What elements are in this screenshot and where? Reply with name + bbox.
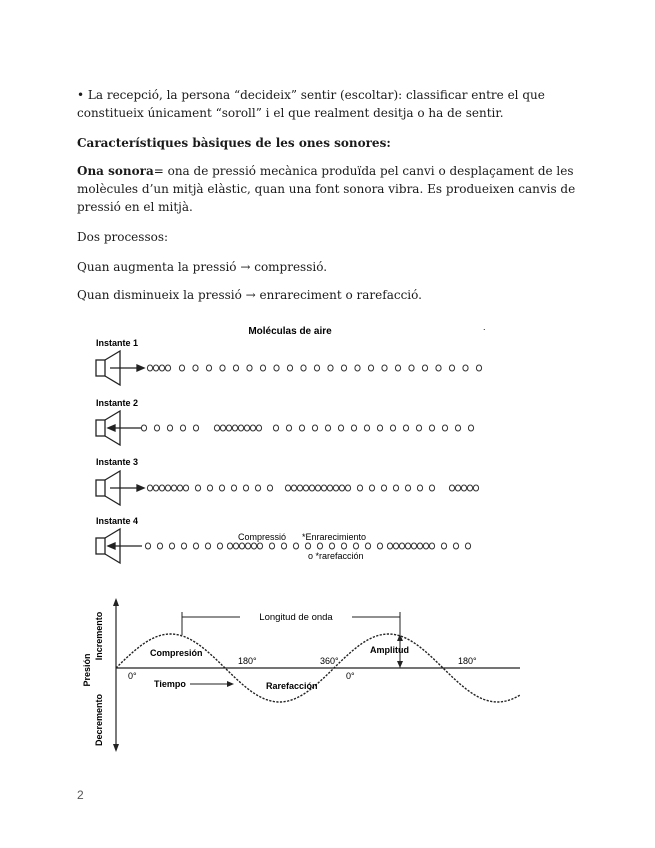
molecule-dot	[393, 543, 398, 549]
rarefaction-label-1: *Enrarecimiento	[302, 532, 367, 542]
molecule-dot	[206, 365, 211, 371]
molecule-dot	[441, 543, 446, 549]
molecule-dot	[273, 425, 278, 431]
paragraph-two-processes: Dos processos:	[77, 230, 169, 244]
molecule-dot	[159, 365, 164, 371]
molecule-dot	[169, 543, 174, 549]
molecule-dot	[465, 543, 470, 549]
molecule-dot	[286, 425, 291, 431]
molecule-dot	[245, 543, 250, 549]
instant-4-label: Instante 4	[96, 516, 139, 526]
molecule-dot	[274, 365, 279, 371]
molecule-dot	[417, 485, 422, 491]
molecule-dot	[461, 485, 466, 491]
time-label: Tiempo	[154, 679, 186, 689]
molecule-dot	[299, 425, 304, 431]
molecule-dot	[257, 543, 262, 549]
compression-wave-label: Compresión	[150, 648, 203, 658]
molecule-dot	[238, 425, 243, 431]
molecule-dot	[325, 425, 330, 431]
molecule-dot	[179, 365, 184, 371]
molecule-dot	[436, 365, 441, 371]
molecule-dot	[244, 425, 249, 431]
instant-1-label: Instante 1	[96, 338, 139, 348]
time-arrow-icon	[227, 681, 234, 687]
molecule-dot	[233, 365, 238, 371]
molecule-dot	[473, 485, 478, 491]
molecule-dot	[233, 543, 238, 549]
page-number: 2	[77, 788, 84, 802]
molecule-dot	[153, 365, 158, 371]
molecule-dot	[243, 485, 248, 491]
molecule-dot	[403, 425, 408, 431]
wavelength-label: Longitud de onda	[259, 612, 333, 623]
molecule-dot	[159, 485, 164, 491]
molecule-dot	[193, 425, 198, 431]
molecule-dot	[369, 485, 374, 491]
term-ona-sonora: Ona sonora	[77, 164, 154, 178]
molecule-dot	[321, 485, 326, 491]
speaker-icon	[96, 529, 142, 563]
molecule-dot	[345, 485, 350, 491]
molecule-dot	[315, 485, 320, 491]
instant-3-label: Instante 3	[96, 457, 139, 467]
molecule-dot	[429, 425, 434, 431]
molecule-dot	[167, 425, 172, 431]
molecule-dot	[180, 425, 185, 431]
molecule-dot	[309, 485, 314, 491]
y-label-decrement: Decremento	[94, 693, 104, 747]
molecule-dot	[301, 365, 306, 371]
molecule-dot	[327, 485, 332, 491]
molecule-dot	[207, 485, 212, 491]
molecule-dot	[250, 425, 255, 431]
molecule-dot	[429, 485, 434, 491]
molecule-dot	[411, 543, 416, 549]
molecule-dot	[227, 543, 232, 549]
molecule-dot	[220, 365, 225, 371]
molecule-dot	[390, 425, 395, 431]
paragraph-sound-wave	[77, 162, 577, 216]
molecule-dot	[285, 485, 290, 491]
molecule-dot	[205, 543, 210, 549]
pressure-wave-figure	[80, 590, 530, 760]
molecule-dot	[177, 485, 182, 491]
speaker-icon	[96, 351, 144, 385]
molecule-dot	[305, 543, 310, 549]
molecule-dot	[219, 485, 224, 491]
molecule-dot	[339, 485, 344, 491]
molecule-dot	[365, 543, 370, 549]
molecule-dot	[147, 485, 152, 491]
molecule-dot	[377, 425, 382, 431]
molecule-dot	[291, 485, 296, 491]
molecule-dot	[333, 485, 338, 491]
speaker-icon	[96, 471, 144, 505]
molecule-dot	[297, 485, 302, 491]
molecule-dot	[357, 485, 362, 491]
molecule-dot	[468, 425, 473, 431]
degree-180-b: 180°	[458, 656, 477, 666]
molecule-dot	[453, 543, 458, 549]
molecule-dot	[377, 543, 382, 549]
molecule-dot	[467, 485, 472, 491]
molecule-dot	[455, 425, 460, 431]
molecule-dot	[267, 485, 272, 491]
amplitude-label: Amplitud	[370, 645, 409, 655]
molecule-dot	[195, 485, 200, 491]
molecule-dot	[287, 365, 292, 371]
molecule-dot	[417, 543, 422, 549]
molecule-dot	[281, 543, 286, 549]
molecule-dot	[329, 543, 334, 549]
molecule-dot	[269, 543, 274, 549]
molecule-dot	[247, 365, 252, 371]
molecule-dot	[260, 365, 265, 371]
molecule-dot	[141, 425, 146, 431]
molecule-dot	[409, 365, 414, 371]
molecule-dot	[145, 543, 150, 549]
molecule-dot	[293, 543, 298, 549]
molecule-dot	[364, 425, 369, 431]
molecule-dot	[303, 485, 308, 491]
molecule-dot	[449, 485, 454, 491]
molecule-dot	[341, 543, 346, 549]
molecule-dot	[393, 485, 398, 491]
molecule-dot	[429, 543, 434, 549]
degree-180-a: 180°	[238, 656, 257, 666]
molecule-dot	[214, 425, 219, 431]
molecule-dot	[165, 485, 170, 491]
molecule-dot	[181, 543, 186, 549]
svg-text:.: .	[483, 322, 486, 332]
rarefaction-label-2: o *rarefacción	[308, 551, 364, 561]
molecule-dot	[147, 365, 152, 371]
molecule-dot	[455, 485, 460, 491]
speaker-icon	[96, 411, 142, 445]
molecule-dot	[353, 543, 358, 549]
molecule-dot	[405, 543, 410, 549]
molecule-dot	[239, 543, 244, 549]
molecule-dot	[416, 425, 421, 431]
molecule-dot	[399, 543, 404, 549]
molecule-dot	[232, 425, 237, 431]
molecule-dot	[463, 365, 468, 371]
molecule-dot	[368, 365, 373, 371]
y-arrow-up-icon	[113, 598, 119, 606]
molecule-dot	[423, 543, 428, 549]
definition-ona-sonora: = ona de pressió mecànica produïda pel canvi o desplaçament de les molècules d’un mitjà elàstic, quan una font sonora vibra. Es produeixen canvis de pressió en el mitjà.	[77, 164, 576, 214]
rarefaction-wave-label: Rarefacción	[266, 681, 318, 691]
degree-0-a: 0°	[128, 671, 137, 681]
molecule-dot	[193, 543, 198, 549]
molecule-dot	[251, 543, 256, 549]
instant-2-label: Instante 2	[96, 398, 139, 408]
paragraph-compression: Quan augmenta la pressió → compressió.	[77, 260, 328, 274]
molecule-dot	[381, 485, 386, 491]
molecule-dot	[226, 425, 231, 431]
molecule-dot	[351, 425, 356, 431]
paragraph-reception: • La recepció, la persona “decideix” sentir (escoltar): classificar entre el que constitueix únicament “soroll” i el que realment desitja o ha de sentir.	[77, 88, 545, 120]
molecule-dot	[153, 485, 158, 491]
molecule-dot	[395, 365, 400, 371]
molecule-dot	[355, 365, 360, 371]
molecule-dot	[442, 425, 447, 431]
molecule-dot	[314, 365, 319, 371]
molecule-dot	[317, 543, 322, 549]
molecule-dot	[193, 365, 198, 371]
y-label-increment: Incremento	[94, 611, 104, 661]
molecule-dot	[165, 365, 170, 371]
y-label-pressure: Presión	[82, 653, 92, 687]
molecule-dot	[217, 543, 222, 549]
compression-label: Compressió	[238, 532, 287, 542]
molecule-dot	[405, 485, 410, 491]
degree-0-b: 0°	[346, 671, 355, 681]
y-arrow-down-icon	[113, 744, 119, 752]
molecule-dot	[255, 485, 260, 491]
molecule-dot	[312, 425, 317, 431]
molecule-dot	[183, 485, 188, 491]
molecule-dot	[449, 365, 454, 371]
molecule-dot	[157, 543, 162, 549]
molecule-dot	[382, 365, 387, 371]
molecule-dot	[338, 425, 343, 431]
degree-360: 360°	[320, 656, 339, 666]
molecule-dot	[387, 543, 392, 549]
section-heading: Característiques bàsiques de les ones sonores:	[77, 136, 391, 150]
air-molecules-figure	[80, 318, 560, 588]
molecule-dot	[154, 425, 159, 431]
molecule-dot	[231, 485, 236, 491]
molecule-dot	[220, 425, 225, 431]
molecule-dot	[256, 425, 261, 431]
molecule-dot	[171, 485, 176, 491]
paragraph-rarefaction: Quan disminueix la pressió → enrareciment o rarefacció.	[77, 288, 422, 302]
molecule-dot	[341, 365, 346, 371]
molecule-dot	[476, 365, 481, 371]
molecules-title: Moléculas de aire	[248, 326, 332, 337]
molecule-dot	[328, 365, 333, 371]
molecule-dot	[422, 365, 427, 371]
